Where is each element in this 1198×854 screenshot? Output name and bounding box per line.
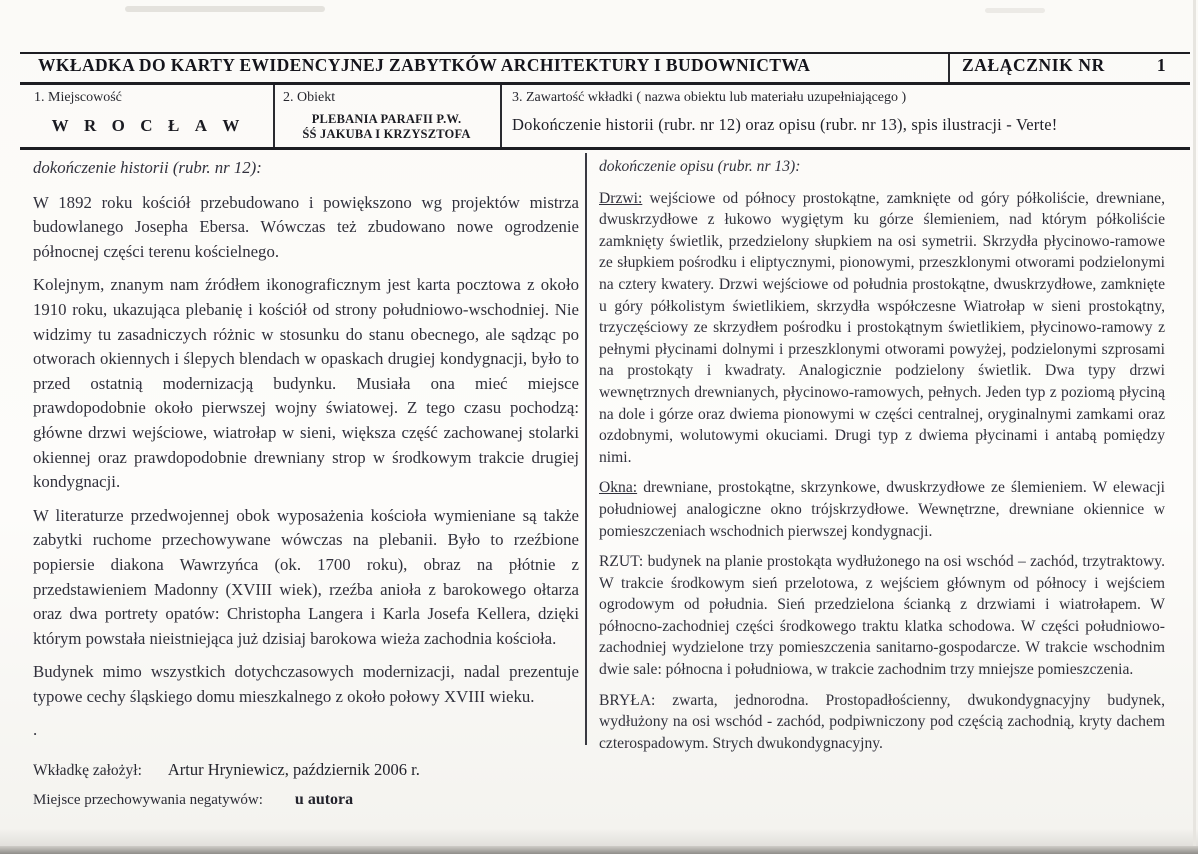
description-doors-paragraph (599, 188, 1165, 469)
description-plan-paragraph: RZUT: budynek na planie prostokąta wydłużonego na osi wschód – zachód, trzytraktowy. W trakcie środkowym sień przelotowa, z wejściem głównym od północy i wejściem ogrodowym od południa. Sień przedzielona ścianką z drzwiami i wiatrołapem. W północno-zachodniej części środkowego traktu klatka schodowa. W części południowo-zachodniej wydzielone trzy pomieszczenia sanitarno-gospodarcze. W trakcie wschodnim dwie sale: północna i południowa, w trakcie zachodnim trzy mniejsze pomieszczenia. (599, 553, 1165, 679)
field-content (500, 85, 1190, 147)
history-heading: dokończenie historii (rubr. nr 12): (33, 158, 262, 177)
history-paragraph: . (33, 720, 38, 740)
header-divider (948, 54, 950, 82)
attachment-cell (962, 55, 1166, 76)
history-paragraph: W literaturze przedwojennej obok wyposażenia kościoła wymieniane są także zabytki ruchome przechowywane wówczas na plebanii. Było to rzeźbione popiersie diakona Wawrzyńca (ok. 1700 roku), obraz na płótnie z przedstawieniem Madonny (XVIII wiek), rzeźba anioła z barokowego ołtarza oraz dwa portrety opatów: Christopha Langera i Karla Josefa Kellera, dzięki którym powstała nieistniejąca już dzisiaj barokowa wieża zachodnia kościoła. (33, 505, 579, 648)
description-heading: dokończenie opisu (rubr. nr 13): (599, 158, 801, 175)
description-massing-paragraph: BRYŁA: zwarta, jednorodna. Prostopadłościenny, dwukondygnacyjny budynek, wydłużony na osi wschód - zachód, podpiwniczony pod częścią zachodnią, kryty dachem czterospadowym. Strych dwukondygnacyjny. (599, 691, 1165, 752)
founder-label: Wkładkę założył: (33, 762, 142, 779)
windows-text: drewniane, prostokątne, skrzynkowe, dwuskrzydłowe ze ślemieniem. W elewacji południowej analogiczne okno trójskrzydłowe. Wewnętrzne, drewniane okiennice w pomieszczeniach wschodnich pierwszej kondygnacji. (599, 479, 1165, 540)
fields-bottom-rule (20, 147, 1190, 150)
history-paragraph: Budynek mimo wszystkich dotychczasowych modernizacji, nadal prezentuje typowe cechy śląskiego domu mieszkalnego z około połowy XVIII wieku. (33, 662, 579, 706)
scan-edge-right (1193, 0, 1196, 854)
field-locality (20, 85, 273, 147)
field-locality-label: 1. Miejscowość (34, 90, 122, 105)
doors-lead: Drzwi: (599, 189, 643, 207)
description-column (599, 156, 1165, 763)
field-object (273, 85, 500, 147)
attachment-number: 1 (1156, 55, 1167, 75)
field-object-value-line2: ŚŚ JAKUBA I KRZYSZTOFA (302, 127, 471, 141)
history-column (33, 156, 579, 752)
negatives-value: u autora (294, 791, 354, 808)
founder-value: Artur Hryniewicz, październik 2006 r. (167, 760, 420, 779)
field-object-value-line1: PLEBANIA PARAFII P.W. (311, 112, 462, 126)
doors-text: wejściowe od północy prostokątne, zamknięte od góry półkoliście, drewniane, dwuskrzydłowe z łukowo wygiętym ku górze ślemieniem, nad którym półkoliście zamknięty świetlik, przedzielony słupkiem na osi symetrii. Skrzydła płycinowo-ramowe ze słupkiem pośrodku i eliptycznymi, pionowymi, przeszklonymi otworami podzielonymi na cztery kwatery. Drzwi wejściowe od południa prostokątne, dwuskrzydłowe, zamknięte u góry półkolistym świetlikiem, skrzydła współczesne Wiatrołap w sieni prostokątny, trzyczęściowy ze skrzydłem pośrodku i prostokątnym świetlikiem, płycinowo-ramowy z pełnymi płycinami dolnymi i przeszklonymi otworami powyżej, podzielonymi szprosami na prostokąty i kwadraty. Analogicznie podzielony świetlik. Dwa typy drzwi wewnętrznych drewnianych, płycinowo-ramowych, pełnych. Jeden typ z poziomą płyciną na dole i górze oraz dwiema pionowymi w części centralnej, oryginalnymi zamkami oraz ozdobnymi, wolutowymi okuciami. Drugi typ z dwiema płycinami i antabą pomiędzy nimi. (599, 189, 1165, 466)
column-divider (585, 153, 587, 745)
field-locality-value: W R O C Ł A W (51, 116, 246, 135)
negatives-label: Miejsce przechowywania negatywów: (33, 792, 263, 808)
field-content-value: Dokończenie historii (rubr. nr 12) oraz opisu (rubr. nr 13), spis ilustracji - Verte! (512, 115, 1058, 134)
scan-smudge (985, 8, 1045, 13)
header-top-rule (20, 52, 1190, 54)
field-content-label: 3. Zawartość wkładki ( nazwa obiektu lub materiału uzupełniającego ) (512, 90, 907, 105)
field-object-label: 2. Obiekt (283, 90, 336, 105)
description-windows-paragraph (599, 477, 1165, 542)
scan-smudge (125, 6, 325, 12)
document-title: WKŁADKA DO KARTY EWIDENCYJNEJ ZABYTKÓW ARCHITEKTURY I BUDOWNICTWA (38, 55, 811, 75)
scan-edge-bottom (0, 846, 1198, 854)
windows-lead: Okna: (599, 479, 638, 497)
footer-founder (33, 760, 420, 780)
history-paragraph: W 1892 roku kościół przebudowano i powiększono wg projektów mistrza budowlanego Josepha Ebersa. Wówczas też zbudowano nowe ogrodzenie północnej części terenu kościelnego. (33, 192, 579, 261)
footer-negatives (33, 791, 353, 809)
history-paragraph: Kolejnym, znanym nam źródłem ikonograficznym jest karta pocztowa z około 1910 roku, ukazująca plebanię i kościół od strony południowo-wschodniej. Nie widzimy tu zasadniczych różnic w stosunku do stanu obecnego, ale sądząc po otworach okiennych i ślepych blendach w opaskach drugiej kondygnacji, było to przed ostatnią modernizacją budynku. Musiała ona mieć miejsce prawdopodobnie około pierwszej wojny światowej. Z tego czasu pochodzą: główne drzwi wejściowe, wiatrołap w sieni, większa część zachowanej stolarki okiennej oraz prawdopodobnie drewniany strop w środkowym trakcie drugiej kondygnacji. (33, 275, 579, 492)
attachment-label: ZAŁĄCZNIK NR (962, 55, 1105, 75)
